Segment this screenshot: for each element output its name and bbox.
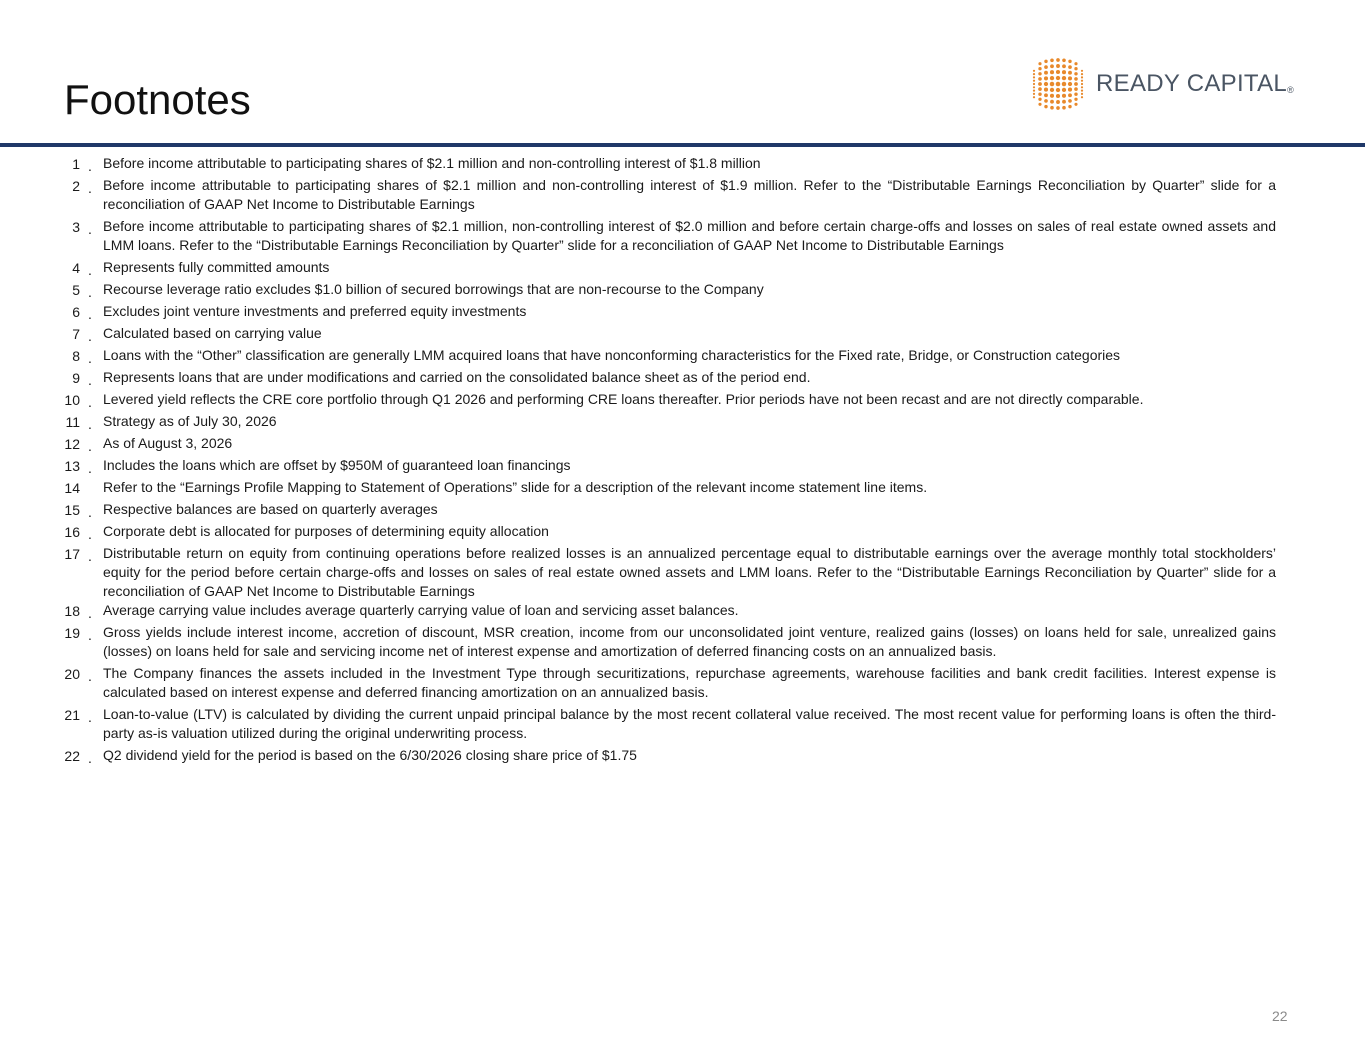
logo-dot: [1081, 96, 1083, 98]
footnotes-list: [0, 154, 1365, 768]
footnote-separator: .: [88, 605, 92, 621]
footnote-separator: .: [88, 668, 92, 684]
footnote-separator: .: [88, 548, 92, 564]
logo-dot: [1074, 67, 1077, 70]
footnote-text: Includes the loans which are offset by $950M of guaranteed loan financings: [103, 457, 571, 473]
footnote-number: 11: [65, 414, 80, 430]
footnote-text: Loans with the “Other” classification are generally LMM acquired loans that have nonconforming characteristics for the Fixed rate, Bridge, or Construction categories: [103, 347, 1121, 363]
logo-dot: [1081, 73, 1083, 75]
footnote-number: 22: [64, 748, 80, 764]
footnote-separator: .: [88, 750, 92, 766]
logo-dot: [1044, 88, 1048, 92]
footnote-number: 1: [72, 156, 80, 172]
logo-dot: [1074, 87, 1078, 91]
logo-dot: [1033, 76, 1035, 78]
page-number: 22: [1272, 1008, 1288, 1024]
footnote-text: Q2 dividend yield for the period is based on the 6/30/2026 closing share price of $1.75: [103, 747, 637, 763]
logo-dot: [1038, 98, 1041, 101]
footnote-number: 4: [72, 260, 80, 276]
logo-dot: [1081, 76, 1083, 78]
page-title: Footnotes: [64, 76, 251, 123]
logo-dot: [1050, 82, 1055, 87]
footnote-item: [0, 368, 1365, 390]
logo-dot: [1062, 88, 1066, 92]
logo-dot: [1056, 94, 1060, 98]
logo-dot: [1074, 77, 1078, 81]
footnote-number: 19: [64, 625, 80, 641]
logo-dot: [1056, 82, 1061, 87]
logo-dot: [1074, 103, 1077, 106]
logo-dot: [1062, 76, 1066, 80]
logo-dot: [1056, 64, 1060, 68]
logo-dot: [1074, 62, 1077, 65]
footnote-separator: .: [88, 221, 92, 237]
footnote-separator: .: [88, 627, 92, 643]
footnote-text: Loan-to-value (LTV) is calculated by dividing the current unpaid principal balance by the most recent collateral value received. The most recent value for performing loans is often the third-party as-is valuation utilized during the original underwriting process.: [103, 706, 1276, 741]
logo-dot: [1038, 77, 1042, 81]
logo-dot: [1068, 105, 1071, 108]
footnote-separator: .: [88, 394, 92, 410]
logo-dot: [1068, 76, 1072, 80]
footnote-item: [0, 522, 1365, 544]
footnote-text: Gross yields include interest income, accretion of discount, MSR creation, income from our unconsolidated joint venture, realized gains (losses) on loans held for sale, unrealized gains (losses) on loans held for sale and servicing income net of interest expense and amortization of deferred financing costs on an annualized basis.: [103, 624, 1276, 659]
logo-dot: [1050, 59, 1054, 63]
logo-dot: [1068, 82, 1072, 86]
footnote-number: 13: [64, 458, 80, 474]
footnote-text: Strategy as of July 30, 2026: [103, 413, 277, 429]
footnote-number: 6: [72, 304, 80, 320]
logo-dot: [1033, 83, 1035, 85]
footnote-number: 21: [64, 707, 80, 723]
footnote-item: [0, 258, 1365, 280]
logo-dot: [1038, 92, 1041, 95]
footnote-number: 15: [64, 502, 80, 518]
logo-dot: [1044, 105, 1047, 108]
footnote-text: As of August 3, 2026: [103, 435, 233, 451]
footnote-item: [0, 500, 1365, 522]
footnote-text: Before income attributable to participating shares of $2.1 million and non-controlling interest of $1.8 million: [103, 155, 761, 171]
footnote-text: Respective balances are based on quarterly averages: [103, 501, 438, 517]
logo-dot: [1050, 94, 1054, 98]
logo-wordmark: [1096, 70, 1294, 98]
footnote-item: [0, 601, 1365, 623]
logo-dot: [1056, 100, 1060, 104]
logo-dot: [1038, 103, 1041, 106]
logo-dot: [1056, 70, 1060, 74]
footnote-text: Before income attributable to participating shares of $2.1 million and non-controlling interest of $1.9 million. Refer to the “Distributable Earnings Reconciliation by Quarter” slide for a reconciliation of GAAP Net Income to Distributable Earnings: [103, 177, 1276, 212]
footnote-item: [0, 478, 1365, 500]
footnote-text: The Company finances the assets included in the Investment Type through securitizations, repurchase agreements, warehouse facilities and bank credit facilities. Interest expense is calculated based on interest expense and deferred financing amortization on an annualized basis.: [103, 665, 1276, 700]
footnote-number: 7: [72, 326, 80, 342]
footnote-number: 8: [72, 348, 80, 364]
footnote-separator: .: [88, 180, 92, 196]
footnote-separator: .: [88, 504, 92, 520]
footnote-text: Represents loans that are under modifications and carried on the consolidated balance sheet as of the period end.: [103, 369, 811, 385]
logo-dot: [1038, 82, 1042, 86]
footnote-number: 20: [64, 666, 80, 682]
logo-dot: [1044, 82, 1048, 86]
logo-dot: [1033, 80, 1035, 82]
footnote-number: 12: [64, 436, 80, 452]
logo-dot: [1033, 86, 1035, 88]
footnote-item: [0, 346, 1365, 368]
logo-dot: [1033, 93, 1035, 95]
footnote-item: [0, 664, 1365, 705]
footnote-separator: .: [88, 262, 92, 278]
logo-dot: [1044, 99, 1048, 103]
footnote-item: [0, 390, 1365, 412]
footnote-separator: .: [88, 306, 92, 322]
logo-dot: [1050, 106, 1054, 110]
logo-dot: [1033, 70, 1035, 72]
footnote-number: 3: [72, 219, 80, 235]
logo-dot: [1068, 99, 1072, 103]
registered-mark: ®: [1287, 85, 1295, 95]
logo-dot: [1081, 86, 1083, 88]
logo-dot: [1044, 93, 1048, 97]
footnote-separator: .: [88, 350, 92, 366]
logo-dot: [1033, 90, 1035, 92]
logo-dot: [1074, 92, 1077, 95]
footnote-item: [0, 434, 1365, 456]
logo-dot: [1081, 90, 1083, 92]
footnote-text: Distributable return on equity from continuing operations before realized losses is an annualized percentage equal to distributable earnings over the average monthly total stockholders’ equity for the period before certain charge-offs and losses on sales of real estate owned assets and LMM loans. Refer to the “Distributable Earnings Reconciliation by Quarter” slide for a reconciliation of GAAP Net Income to Distributable Earnings: [103, 545, 1276, 599]
logo-dot: [1062, 100, 1066, 104]
logo-dot: [1038, 87, 1042, 91]
footnote-text: Excludes joint venture investments and preferred equity investments: [103, 303, 527, 319]
footnote-separator: .: [88, 709, 92, 725]
logo-dot: [1038, 67, 1041, 70]
footnote-separator: .: [88, 416, 92, 432]
logo-dot: [1062, 94, 1066, 98]
footnote-item: [0, 154, 1365, 176]
footnote-item: [0, 302, 1365, 324]
footnote-item: [0, 280, 1365, 302]
logo-dot: [1050, 70, 1054, 74]
logo-dot: [1044, 65, 1048, 69]
footnote-separator: .: [88, 372, 92, 388]
logo-dot: [1074, 82, 1078, 86]
logo-dot: [1050, 64, 1054, 68]
footnote-number: 5: [72, 282, 80, 298]
footnote-text: Levered yield reflects the CRE core portfolio through Q1 2026 and performing CRE loans thereafter. Prior periods have not been recast and are not directly comparable.: [103, 391, 1144, 407]
logo-dot: [1056, 58, 1060, 62]
footnote-number: 2: [72, 178, 80, 194]
logo-dot: [1081, 83, 1083, 85]
logo-dot: [1056, 106, 1060, 110]
logo-dot: [1068, 93, 1072, 97]
logo-dot: [1062, 70, 1066, 74]
footnote-separator: .: [88, 158, 92, 174]
logo-dot: [1044, 71, 1048, 75]
footnote-separator: .: [88, 438, 92, 454]
logo-dot: [1056, 76, 1060, 80]
footnote-number: 14: [64, 480, 80, 496]
footnote-text: Corporate debt is allocated for purposes of determining equity allocation: [103, 523, 549, 539]
footnote-number: 16: [64, 524, 80, 540]
logo-dot-mark-icon: [1030, 56, 1090, 112]
footnote-item: [0, 544, 1365, 601]
footnote-item: [0, 746, 1365, 768]
footnote-item: [0, 217, 1365, 258]
footnote-text: Represents fully committed amounts: [103, 259, 330, 275]
logo-dot: [1044, 76, 1048, 80]
logo-dot: [1050, 88, 1054, 92]
footnote-item: [0, 623, 1365, 664]
footnote-text: Average carrying value includes average quarterly carrying value of loan and servicing asset balances.: [103, 602, 739, 618]
logo-dot: [1038, 72, 1041, 75]
logo-dot: [1081, 93, 1083, 95]
footnote-separator: .: [88, 284, 92, 300]
logo-dot: [1062, 59, 1066, 63]
logo-text: READY CAPITAL: [1096, 70, 1288, 97]
logo-dot: [1081, 80, 1083, 82]
logo-dot: [1033, 73, 1035, 75]
footnote-separator: .: [88, 460, 92, 476]
header-divider: [0, 143, 1365, 147]
logo-dot: [1074, 98, 1077, 101]
footnote-separator: .: [88, 328, 92, 344]
logo-dot: [1033, 96, 1035, 98]
logo-dot: [1068, 60, 1071, 63]
footnote-separator: .: [88, 526, 92, 542]
footnote-text: Calculated based on carrying value: [103, 325, 322, 341]
logo-dot: [1068, 71, 1072, 75]
ready-capital-logo: [1030, 56, 1320, 112]
logo-dot: [1050, 100, 1054, 104]
footnote-item: [0, 324, 1365, 346]
footnote-item: [0, 705, 1365, 746]
footnote-item: [0, 176, 1365, 217]
footnote-number: 18: [64, 603, 80, 619]
logo-dot: [1062, 106, 1066, 110]
logo-dot: [1062, 64, 1066, 68]
footnote-text: Recourse leverage ratio excludes $1.0 billion of secured borrowings that are non-recourse to the Company: [103, 281, 764, 297]
logo-dot: [1074, 72, 1077, 75]
footnote-number: 17: [64, 546, 80, 562]
footnote-item: [0, 456, 1365, 478]
footnote-text: Refer to the “Earnings Profile Mapping to Statement of Operations” slide for a description of the relevant income statement line items.: [103, 479, 928, 495]
footnote-number: 9: [72, 370, 80, 386]
logo-dot: [1056, 88, 1060, 92]
footnote-text: Before income attributable to participating shares of $2.1 million, non-controlling interest of $2.0 million and before certain charge-offs and losses on sales of real estate owned assets and LMM loans. Refer to the “Distributable Earnings Reconciliation by Quarter” slide for a reconciliation of GAAP Net Income to Distributable Earnings: [103, 218, 1276, 253]
logo-dot: [1068, 88, 1072, 92]
logo-dot: [1081, 70, 1083, 72]
logo-dot: [1044, 60, 1047, 63]
logo-dot: [1068, 65, 1072, 69]
logo-dot: [1038, 62, 1041, 65]
footnote-item: [0, 412, 1365, 434]
footnote-number: 10: [64, 392, 80, 408]
logo-dot: [1062, 82, 1067, 87]
logo-dot: [1050, 76, 1054, 80]
